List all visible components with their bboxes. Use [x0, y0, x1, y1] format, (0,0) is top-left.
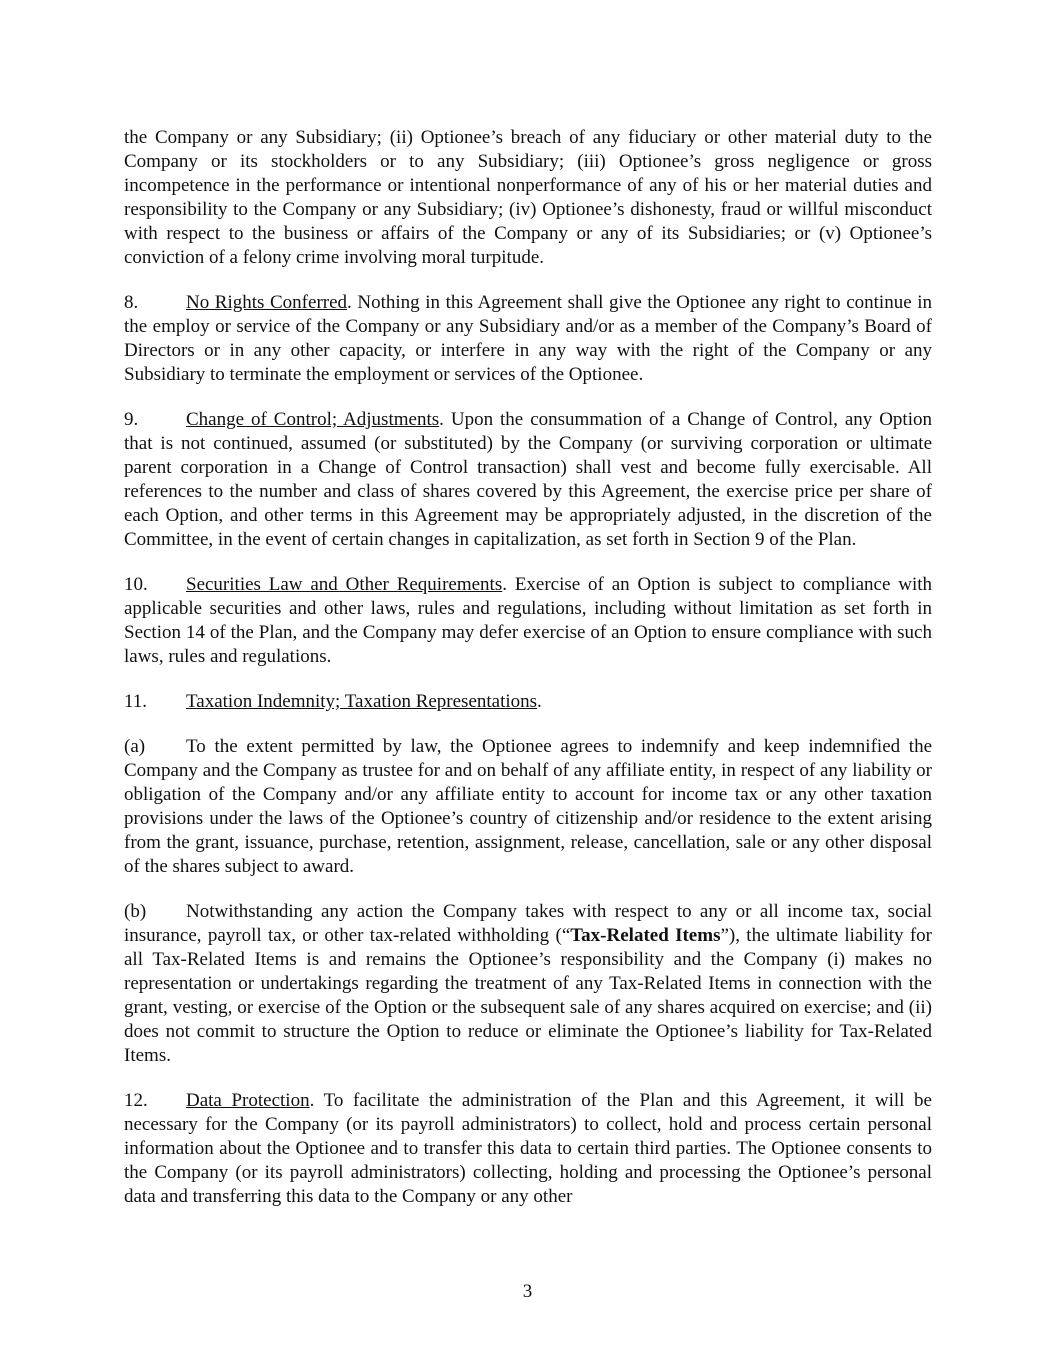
section-9-number: 9.	[124, 409, 139, 430]
subsection-b-text-after: ”), the ultimate liability for all Tax-Related Items is and remains the Optionee’s responsibility and the Company (i) makes no representation or undertakings regarding the treatment of any Tax-Related Items in connection with the grant, vesting, or exercise of the Option or the subsequent sale of any shares acquired on exercise; and (ii) does not commit to structure the Option to reduce or eliminate the Optionee’s liability for Tax-Related Items.	[124, 925, 932, 1066]
section-9	[124, 408, 932, 552]
subsection-a-label: (a)	[124, 736, 146, 757]
subsection-b-label: (b)	[124, 901, 147, 922]
document-page	[124, 126, 932, 1230]
section-12-heading: Data Protection	[186, 1090, 310, 1111]
section-10-text: . Exercise of an Option is subject to compliance with applicable securities and other laws, rules and regulations, including without limitation as set forth in Section 14 of the Plan, and the Company may defer exercise of an Option to ensure compliance with such laws, rules and regulations.	[124, 574, 932, 667]
section-11-subsection-b	[124, 900, 932, 1068]
section-11-number: 11.	[124, 691, 148, 712]
subsection-b-text-before: Notwithstanding any action the Company takes with respect to any or all income tax, social insurance, payroll tax, or other tax-related withholding (“	[124, 901, 932, 946]
section-12	[124, 1089, 932, 1209]
continuation-text: the Company or any Subsidiary; (ii) Optionee’s breach of any fiduciary or other material duty to the Company or its stockholders or to any Subsidiary; (iii) Optionee’s gross negligence or gross incompetence in the performance or intentional nonperformance of any of his or her material duties and responsibility to the Company or any Subsidiary; (iv) Optionee’s dishonesty, fraud or willful misconduct with respect to the business or affairs of the Company or any of its Subsidiaries; or (v) Optionee’s conviction of a felony crime involving moral turpitude.	[124, 127, 932, 268]
defined-term-tax-related-items: Tax-Related Items	[570, 925, 721, 946]
section-11-text: .	[537, 691, 542, 712]
continuation-paragraph	[124, 126, 932, 270]
section-12-text: . To facilitate the administration of the Plan and this Agreement, it will be necessary for the Company (or its payroll administrators) to collect, hold and process certain personal information about the Optionee and to transfer this data to certain third parties. The Optionee consents to the Company (or its payroll administrators) collecting, holding and processing the Optionee’s personal data and transferring this data to the Company or any other	[124, 1090, 932, 1207]
section-8	[124, 291, 932, 387]
section-10-number: 10.	[124, 574, 148, 595]
section-11	[124, 690, 932, 714]
section-10-heading: Securities Law and Other Requirements	[186, 574, 503, 595]
section-12-number: 12.	[124, 1090, 148, 1111]
section-10	[124, 573, 932, 669]
section-8-text: . Nothing in this Agreement shall give the Optionee any right to continue in the employ or service of the Company or any Subsidiary and/or as a member of the Company’s Board of Directors or in any other capacity, or interfere in any way with the right of the Company or any Subsidiary to terminate the employment or services of the Optionee.	[124, 292, 932, 385]
section-9-heading: Change of Control; Adjustments	[186, 409, 440, 430]
subsection-a-text: To the extent permitted by law, the Optionee agrees to indemnify and keep indemnified the Company and the Company as trustee for and on behalf of any affiliate entity, in respect of any liability or obligation of the Company and/or any affiliate entity to account for income tax or any other taxation provisions under the laws of the Optionee’s country of citizenship and/or residence to the extent arising from the grant, issuance, purchase, retention, assignment, release, cancellation, sale or any other disposal of the shares subject to award.	[124, 736, 932, 877]
section-11-heading: Taxation Indemnity; Taxation Representations	[186, 691, 538, 712]
section-11-subsection-a	[124, 735, 932, 879]
page-number: 3	[522, 1281, 533, 1302]
section-8-heading: No Rights Conferred	[186, 292, 348, 313]
section-8-number: 8.	[124, 292, 139, 313]
section-9-text: . Upon the consummation of a Change of Control, any Option that is not continued, assumed (or substituted) by the Company (or surviving corporation or ultimate parent corporation in a Change of Control transaction) shall vest and become fully exercisable. All references to the number and class of shares covered by this Agreement, the exercise price per share of each Option, and other terms in this Agreement may be appropriately adjusted, in the discretion of the Committee, in the event of certain changes in capitalization, as set forth in Section 9 of the Plan.	[124, 409, 932, 550]
